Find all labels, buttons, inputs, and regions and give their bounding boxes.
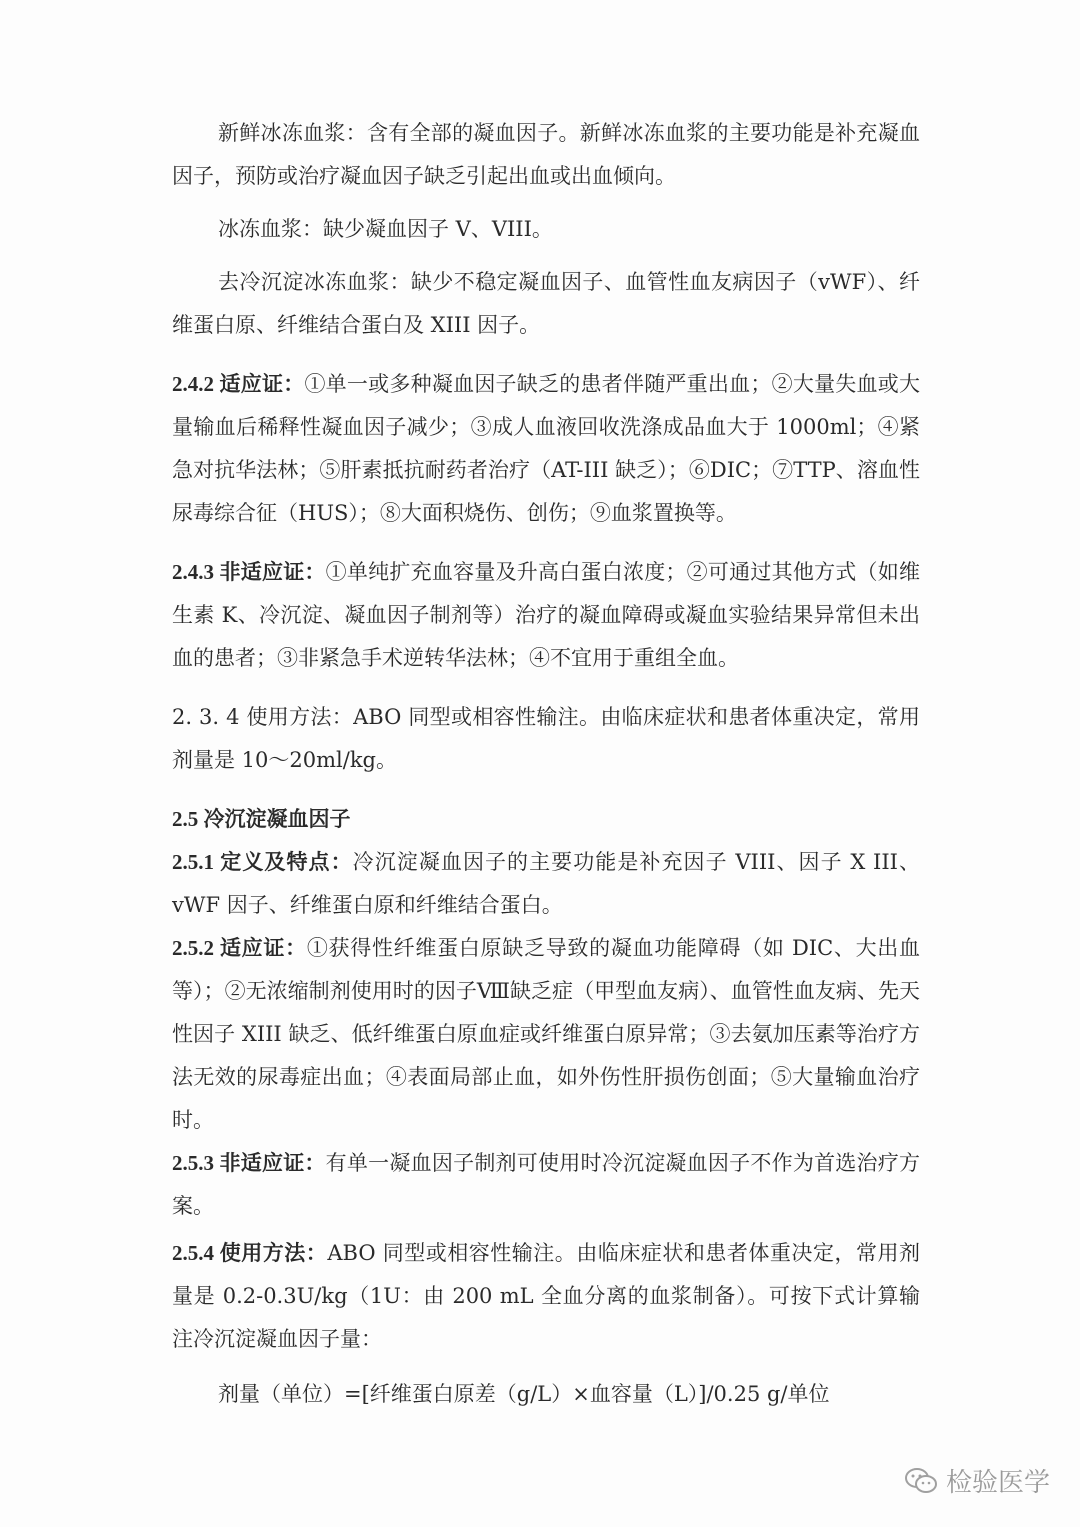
paragraph-text: ABO 同型或相容性输注。由临床症状和患者体重决定，常用剂量是 0.2-0.3U/kg（1U：由 200 mL 全血分离的血浆制备）。可按下式计算输注冷沉淀凝血因子量： — [172, 1241, 920, 1351]
section-label: 2.5.4 使用方法： — [172, 1241, 328, 1265]
section-label: 2.5.3 非适应证： — [172, 1151, 326, 1175]
paragraph-2-4-2-indications — [172, 363, 920, 535]
paragraph-text: ①获得性纤维蛋白原缺乏导致的凝血功能障碍（如 DIC、大出血等）；②无浓缩制剂使用时的因子Ⅷ缺乏症（甲型血友病）、血管性血友病、先天性因子 XIII 缺乏、低纤维蛋白原血症或纤维蛋白原异常；③去氨加压素等治疗方法无效的尿毒症出血；④表面局部止血，如外伤性肝损伤创面；⑤大量输血治疗时。 — [172, 936, 921, 1132]
paragraph-text: 冷沉淀凝血因子的主要功能是补充因子 VIII、因子 X III、vWF 因子、纤维蛋白原和纤维结合蛋白。 — [172, 850, 920, 917]
paragraph-2-3-4-usage — [172, 696, 920, 782]
wechat-icon — [904, 1466, 938, 1496]
dosage-formula: 剂量（单位）=[纤维蛋白原差（g/L）×血容量（L）]/0.25 g/单位 — [218, 1382, 830, 1406]
section-heading-2-5 — [172, 798, 920, 841]
paragraph-fresh-frozen-plasma — [172, 112, 920, 198]
watermark-text: 检验医学 — [945, 1468, 1050, 1498]
section-label: 2.4.2 适应证： — [172, 372, 305, 396]
section-heading: 2.5 冷沉淀凝血因子 — [172, 807, 351, 831]
section-label: 2.4.3 非适应证： — [172, 560, 326, 584]
paragraph-text: 冰冻血浆：缺少凝血因子 V、VIII。 — [218, 217, 553, 241]
paragraph-text: 新鲜冰冻血浆：含有全部的凝血因子。新鲜冰冻血浆的主要功能是补充凝血因子，预防或治疗凝血因子缺乏引起出血或出血倾向。 — [172, 121, 920, 188]
paragraph-2-5-2-indications — [172, 927, 920, 1142]
paragraph-2-5-4-usage — [172, 1232, 920, 1361]
paragraph-2-4-3-contraindications — [172, 551, 920, 680]
paragraph-cryo-depleted-plasma — [172, 261, 920, 347]
paragraph-text: 去冷沉淀冰冻血浆：缺少不稳定凝血因子、血管性血友病因子（vWF）、纤维蛋白原、纤维结合蛋白及 XIII 因子。 — [172, 270, 920, 337]
document-body — [172, 112, 920, 1416]
paragraph-text: ①单一或多种凝血因子缺乏的患者伴随严重出血；②大量失血或大量输血后稀释性凝血因子减少；③成人血液回收洗涤成品血大于 1000ml；④紧急对抗华法林；⑤肝素抵抗耐药者治疗（AT-III 缺乏）；⑥DIC；⑦TTP、溶血性尿毒综合征（HUS）；⑧大面积烧伤、创伤；⑨血浆置换等。 — [172, 372, 921, 525]
watermark — [904, 1462, 1050, 1499]
paragraph-text: 有单一凝血因子制剂可使用时冷沉淀凝血因子不作为首选治疗方案。 — [172, 1151, 921, 1218]
section-label: 2.5.1 定义及特点： — [172, 850, 353, 874]
paragraph-text: 2. 3. 4 使用方法：ABO 同型或相容性输注。由临床症状和患者体重决定，常用剂量是 10～20ml/kg。 — [172, 705, 920, 772]
paragraph-frozen-plasma — [172, 208, 920, 251]
paragraph-2-5-3-contraindications — [172, 1142, 920, 1228]
paragraph-2-5-1-definition — [172, 841, 920, 927]
section-label: 2.5.2 适应证： — [172, 936, 307, 960]
paragraph-text: ①单纯扩充血容量及升高白蛋白浓度；②可通过其他方式（如维生素 K、冷沉淀、凝血因子制剂等）治疗的凝血障碍或凝血实验结果异常但未出血的患者；③非紧急手术逆转华法林；④不宜用于重组全血。 — [172, 560, 921, 670]
